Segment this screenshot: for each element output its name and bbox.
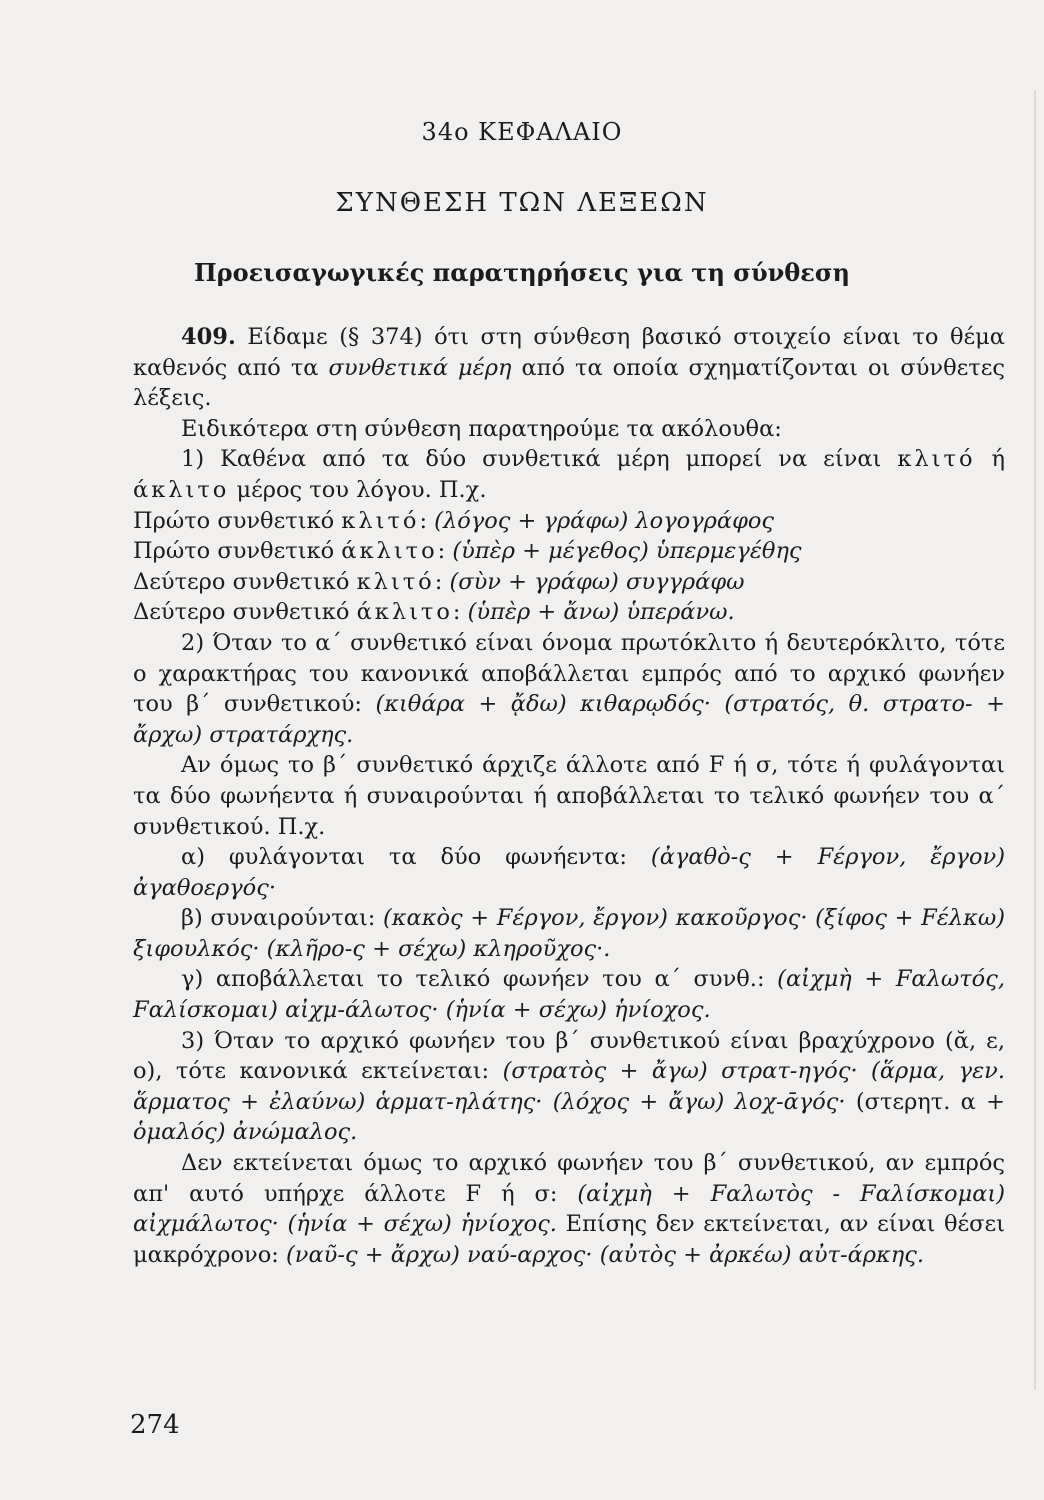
example-words: (αἰχμὴ + Fαλωτὸς - Fαλίσκομαι) αἰχμάλωτος· (ἡνία + σέχω) ἡνίοχος. xyxy=(133,1180,1005,1238)
example-words: (ναῦ-ς + ἄρχω) ναύ-αρχος· (αὐτὸς + ἀρκέω) αὐτ-άρκης. xyxy=(286,1241,924,1268)
paragraph-rule-1 xyxy=(133,444,1005,505)
example-words: (ὑπὲρ + ἄνω) ὑπεράνω. xyxy=(467,599,735,626)
text-run: ή xyxy=(975,446,1005,473)
text-run: Δεν εκτείνεται όμως το αρχικό φωνήεν του β΄ συνθετικού, αν εμπρός απ' αυτό υπήρχε άλλοτε F ή σ: xyxy=(133,1150,1005,1207)
text-run: 1) Καθένα από τα δύο συνθετικά μέρη μπορεί να είναι xyxy=(181,446,898,473)
text-run: α) φυλάγονται τα δύο φωνήεντα: xyxy=(181,844,651,871)
spaced-term: άκλιτο xyxy=(341,538,438,565)
text-run: Δεύτερο συνθετικό xyxy=(133,599,357,626)
example-words: (στρατὸς + ἄγω) στρατ-ηγός· (ἅρμα, γεν. ἅρματος + ἐλαύνω) ἁρματ-ηλάτης· (λόχος + ἄγω) λοχ-ᾱγός· xyxy=(133,1058,1005,1115)
text-run: γ) αποβάλλεται το τελικό φωνήεν του α΄ συνθ.: xyxy=(181,966,778,993)
text-run: : xyxy=(434,568,450,595)
text-run: β) συναιρούνται: xyxy=(181,905,383,932)
paragraph-rule-2 xyxy=(133,628,1005,750)
text-run: από τα οποία σχηματίζονται οι σύνθετες λέξεις. xyxy=(133,354,1005,412)
paragraph-409 xyxy=(133,322,1005,414)
text-run: : xyxy=(437,538,453,565)
text-run: Πρώτο συνθετικό xyxy=(133,507,342,534)
chapter-title: ΣΥΝΘΕΣΗ ΤΩΝ ΛΕΞΕΩΝ xyxy=(335,188,709,218)
text-run: 3) Όταν το αρχικό φωνήεν του β΄ συνθετικού είναι βραχύχρονο (ᾰ, ε, ο), τότε κανονικά εκτείνεται: xyxy=(133,1027,1005,1085)
paragraph-exception: Αν όμως το β΄ συνθετικό άρχιζε άλλοτε από F ή σ, τότε ή φυλάγονται τα δύο φωνήεντα ή συναιρούνται ή αποβάλλεται το τελικό φωνήεν του α΄ συνθετικού. Π.χ. xyxy=(133,752,1005,840)
page-number: 274 xyxy=(130,1410,180,1440)
example-words: ὁμαλός) ἀνώμαλος. xyxy=(133,1119,358,1146)
example-words: (σὺν + γράφω) συγγράφω xyxy=(449,568,745,595)
paragraph-case-b xyxy=(133,903,1005,964)
example-words: (κιθάρα + ᾄδω) κιθαρῳδός· (στρατός, θ. στρατο- + ἄρχω) στρατάρχης. xyxy=(133,691,1005,748)
paragraph-intro: Ειδικότερα στη σύνθεση παρατηρούμε τα ακόλουθα: xyxy=(181,415,782,442)
text-run: : xyxy=(419,507,435,534)
text-run: 2) Όταν το α΄ συνθετικό είναι όνομα πρωτόκλιτο ή δευτερόκλιτο, τότε ο χαρακτήρας του κανονικά αποβάλλεται εμπρός από το αρχικό φωνήεν του β΄ συνθετικού: xyxy=(133,629,1005,718)
text-run: μέρος του λόγου. Π.χ. xyxy=(229,476,487,503)
spaced-term: κλιτό xyxy=(356,568,435,595)
example-line xyxy=(133,597,1005,628)
text-run: Πρώτο συνθετικό xyxy=(133,538,342,565)
text-run: Δεύτερο συνθετικό xyxy=(133,568,357,595)
text-run: : xyxy=(452,599,468,626)
example-line xyxy=(133,567,1005,598)
text-run: Είδαμε (§ 374) ότι στη σύνθεση βασικό στοιχείο είναι το θέμα καθενός από τα xyxy=(133,324,1005,381)
chapter-heading: 34ο ΚΕΦΑΛΑΙΟ xyxy=(421,118,623,146)
text-run: Επίσης δεν εκτείνεται, αν είναι θέσει μακρόχρονο: xyxy=(133,1211,1005,1268)
paragraph-rule-3 xyxy=(133,1026,1005,1148)
paragraph-case-a xyxy=(133,842,1005,903)
paragraph-case-c xyxy=(133,964,1005,1025)
paragraph-number: 409. xyxy=(181,324,236,350)
example-words: (κακὸς + Fέργον, ἔργον) κακοῦργος· (ξίφος + Fέλκω) ξιφουλκός· (κλῆρο-ς + σέχω) κληροῦχος·. xyxy=(133,905,1005,962)
example-words: (αἰχμὴ + Fαλωτός, Fαλίσκομαι) αἰχμ-άλωτος· (ἡνία + σέχω) ἡνίοχος. xyxy=(133,966,1005,1024)
example-words: (ὑπὲρ + μέγεθος) ὑπερμεγέθης xyxy=(452,538,802,565)
example-line xyxy=(133,506,1005,537)
spaced-term: κλιτό xyxy=(341,507,420,534)
spaced-term: άκλιτο xyxy=(356,599,453,626)
paragraph-rule-3-exception xyxy=(133,1148,1005,1270)
example-words: (ἀγαθὸ-ς + Fέργον, ἔργον) ἀγαθοεργός· xyxy=(133,844,1005,901)
spaced-term: κλιτό xyxy=(897,446,976,473)
body-text xyxy=(133,322,1005,1270)
spaced-term: άκλιτο xyxy=(133,476,230,503)
section-subtitle: Προεισαγωγικές παρατηρήσεις για τη σύνθεση xyxy=(193,258,850,287)
example-line xyxy=(133,536,1005,567)
example-words: (λόγος + γράφω) λογογράφος xyxy=(434,507,774,534)
emphasis-term: συνθετικά μέρη xyxy=(328,354,512,381)
text-run: (στερητ. α + xyxy=(845,1088,1005,1115)
